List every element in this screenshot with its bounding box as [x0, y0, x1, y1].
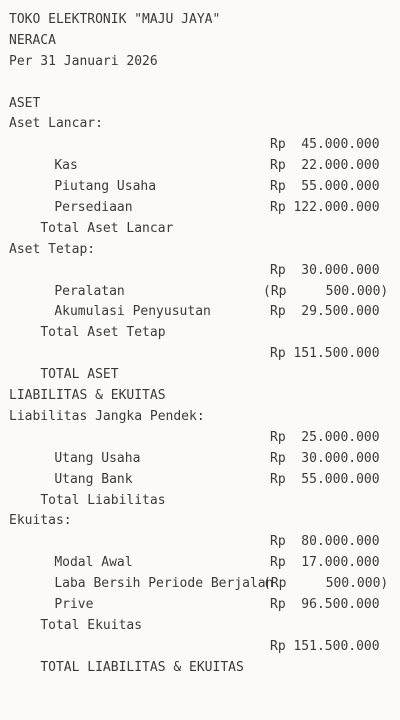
total-liabilities	[9, 470, 397, 508]
short-term-liabilities-heading: Liabilitas Jangka Pendek:	[9, 408, 205, 424]
liabilities-equity-heading: LIABILITAS & EKUITAS	[9, 388, 166, 404]
line-item-amount: Rp 80.000.000	[270, 534, 380, 550]
line-item-label: Peralatan	[54, 283, 125, 299]
total-label: Total Liabilitas	[40, 492, 166, 508]
line-item-amount: Rp 25.000.000	[270, 429, 380, 445]
assets-heading: ASET	[9, 95, 41, 111]
report-period: Per 31 Januari 2026	[9, 53, 158, 69]
equity-heading: Ekuitas:	[9, 513, 72, 529]
line-item-amount: Rp 55.000.000	[270, 179, 380, 195]
line-item-label: Modal Awal	[54, 555, 133, 571]
line-item-amount: Rp 45.000.000	[270, 137, 380, 153]
line-item-label: Laba Bersih Periode Berjalan	[54, 576, 274, 592]
line-item-label: Persediaan	[54, 200, 133, 216]
grand-total-label: TOTAL ASET	[40, 367, 119, 383]
line-item-amount: (Rp 500.000)	[263, 283, 389, 299]
total-label: Total Aset Lancar	[40, 220, 174, 236]
total-liabilities-equity	[9, 637, 397, 675]
line-item-amount: Rp 30.000.000	[270, 262, 380, 278]
current-assets-heading: Aset Lancar:	[9, 116, 103, 132]
spacer	[9, 73, 397, 94]
grand-total-label: TOTAL LIABILITAS & EKUITAS	[40, 659, 244, 675]
line-item-amount: Rp 30.000.000	[270, 450, 380, 466]
total-label: Total Ekuitas	[40, 617, 143, 633]
line-item-label: Utang Usaha	[54, 450, 141, 466]
total-assets	[9, 344, 397, 383]
total-amount: Rp 29.500.000	[270, 304, 380, 320]
total-amount: Rp 96.500.000	[270, 596, 380, 612]
report-title: NERACA	[9, 32, 56, 48]
line-item-amount: (Rp 500.000)	[263, 576, 389, 592]
line-item-label: Utang Bank	[54, 471, 133, 487]
company-name: TOKO ELEKTRONIK "MAJU JAYA"	[9, 12, 221, 27]
line-item-label: Prive	[54, 596, 94, 612]
total-equity	[9, 595, 397, 633]
line-item-label: Kas	[54, 158, 78, 174]
total-label: Total Aset Tetap	[40, 325, 166, 341]
line-item-label: Akumulasi Penyusutan	[54, 304, 211, 320]
fixed-assets-heading: Aset Tetap:	[9, 241, 96, 257]
line-item-amount: Rp 17.000.000	[270, 555, 380, 571]
balance-sheet-document	[9, 10, 397, 675]
grand-total-amount: Rp 151.500.000	[270, 346, 380, 362]
total-amount: Rp 122.000.000	[270, 200, 380, 216]
grand-total-amount: Rp 151.500.000	[270, 638, 380, 654]
line-item-amount: Rp 22.000.000	[270, 158, 380, 174]
total-fixed-assets	[9, 302, 397, 341]
total-amount: Rp 55.000.000	[270, 471, 380, 487]
line-item-label: Piutang Usaha	[54, 179, 157, 195]
total-current-assets	[9, 198, 397, 236]
